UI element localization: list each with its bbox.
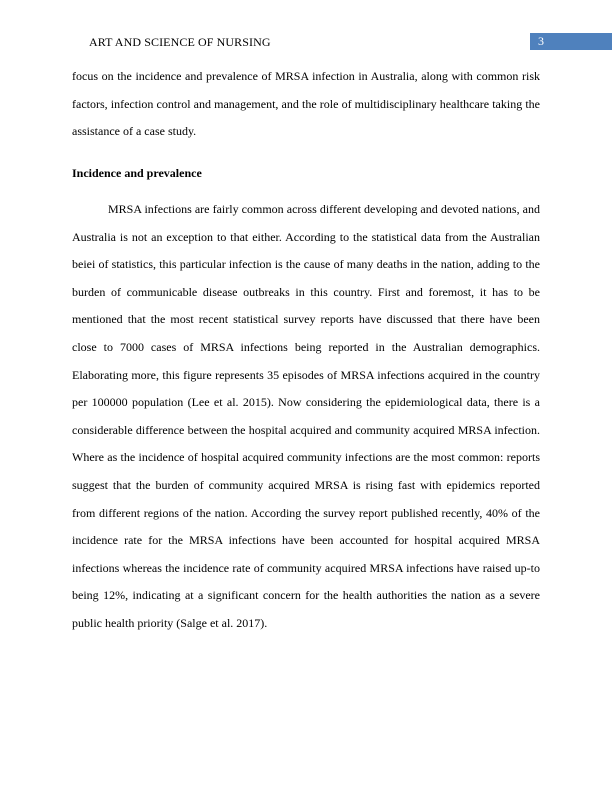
section-heading: Incidence and prevalence	[72, 166, 202, 180]
section-paragraph: MRSA infections are fairly common across different developing and devoted nations, and Australia is not an exception to that either. According to the statistical data from the Australian beiei of statistics, this particular infection is the cause of many deaths in the nation, adding to the burden of communicable disease outbreaks in this country. First and foremost, it has to be mentioned that the most recent statistical survey reports have discussed that there have been close to 7000 cases of MRSA infections being reported in the Australian demographics. Elaborating more, this figure represents 35 episodes of MRSA infections acquired in the country per 100000 population (Lee et al. 2015). Now considering the epidemiological data, there is a considerable difference between the hospital acquired and community acquired MRSA infection. Where as the incidence of hospital acquired community infections are the most common: reports suggest that the burden of community acquired MRSA is rising fast with epidemics reported from different regions of the nation. According the survey report published recently, 40% of the incidence rate for the MRSA infections have been accounted for hospital acquired MRSA infections whereas the incidence rate of community acquired MRSA infections have raised up-to being 12%, indicating at a significant concern for the health authorities the nation as a severe public health priority (Salge et al. 2017).	[72, 202, 540, 630]
running-head: ART AND SCIENCE OF NURSING	[89, 35, 271, 49]
page-number-box	[530, 33, 612, 50]
intro-paragraph: focus on the incidence and prevalence of MRSA infection in Australia, along with common risk factors, infection control and management, and the role of multidisciplinary healthcare taking the assistance of a case study.	[72, 69, 540, 139]
page-number: 3	[538, 34, 544, 48]
